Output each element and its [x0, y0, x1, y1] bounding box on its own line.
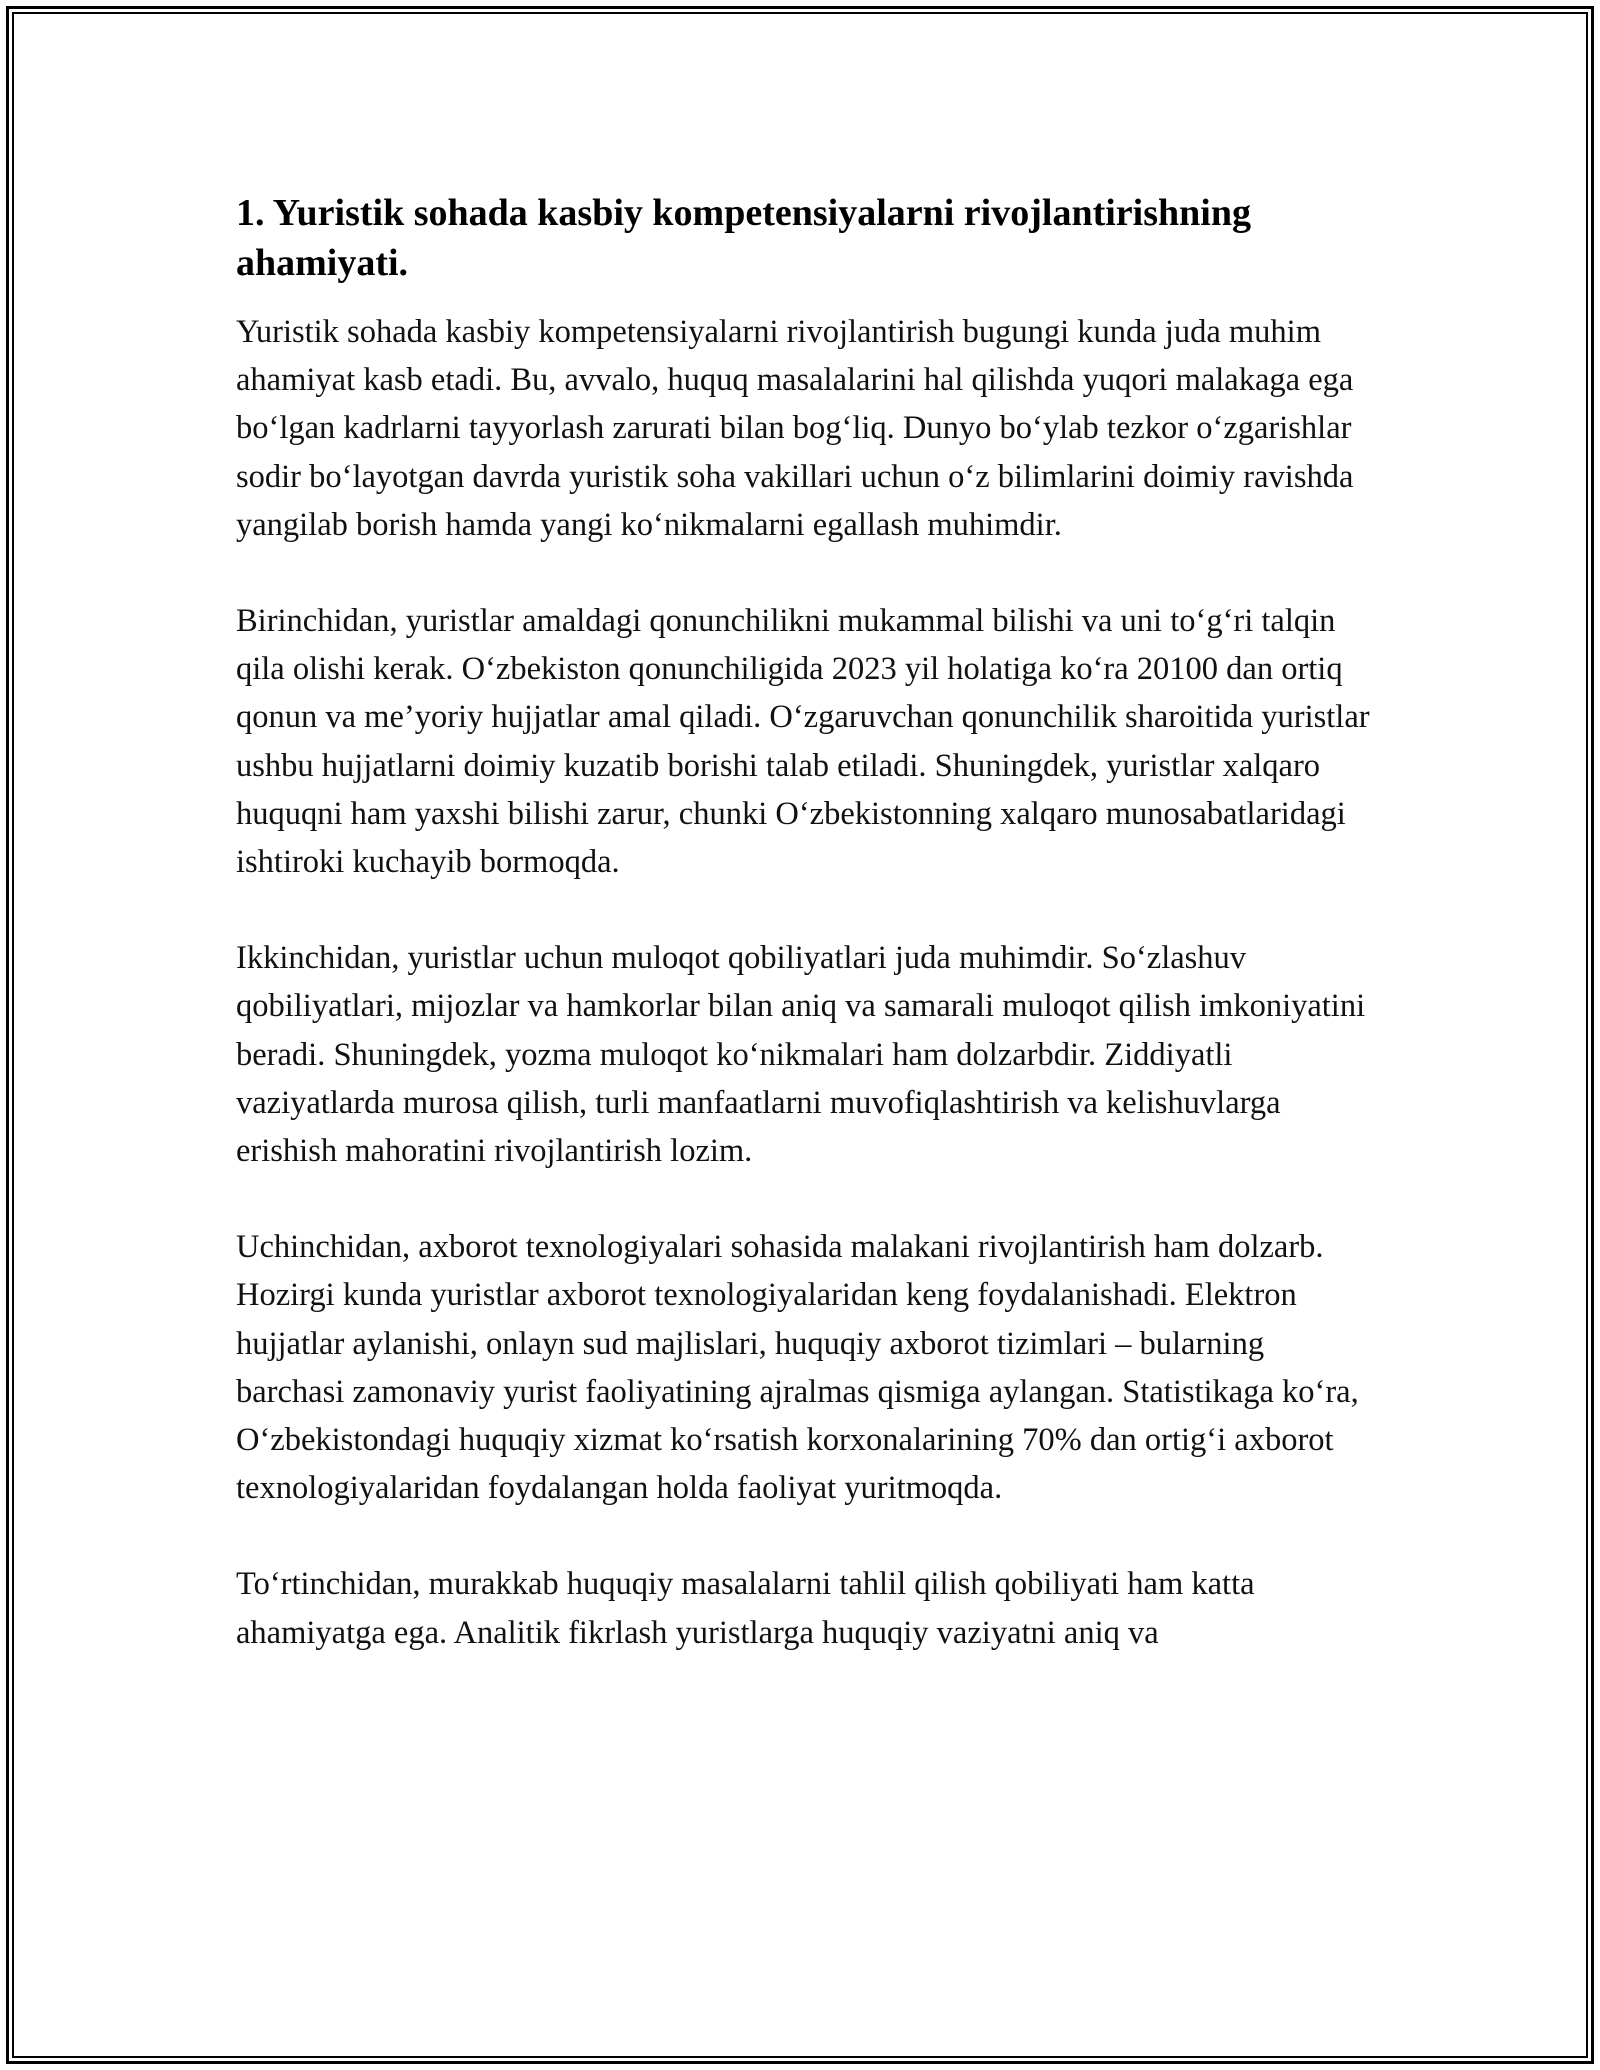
paragraph-second-point: Ikkinchidan, yuristlar uchun muloqot qobiliyatlari juda muhimdir. So‘zlashuv qobiliyatlari, mijozlar va hamkorlar bilan aniq va samarali muloqot qilish imkoniyatini beradi. Shuningdek, yozma muloqot ko‘nikmalari ham dolzarbdir. Ziddiyatli vaziyatlarda murosa qilish, turli manfaatlarni muvofiqlashtirish va kelishuvlarga erishish mahoratini rivojlantirish lozim. [236, 940, 1366, 1170]
section-heading: 1. Yuristik sohada kasbiy kompetensiyalarni rivojlantirishning ahamiyati. [236, 192, 1251, 284]
paragraph-third-point: Uchinchidan, axborot texnologiyalari sohasida malakani rivojlantirish ham dolzarb. Hozirgi kunda yuristlar axborot texnologiyalaridan keng foydalanishadi. Elektron hujjatlar aylanishi, onlayn sud majlislari, huquqiy axborot tizimlari – bularning barchasi zamonaviy yurist faoliyatining ajralmas qismiga aylangan. Statistikaga ko‘ra, O‘zbekistondagi huquqiy xizmat ko‘rsatish korxonalarining 70% dan ortig‘i axborot texnologiyalaridan foydalangan holda faoliyat yuritmoqda. [236, 1229, 1359, 1507]
document-body [236, 188, 1370, 1705]
paragraph-intro: Yuristik sohada kasbiy kompetensiyalarni rivojlantirish bugungi kunda juda muhim ahamiyat kasb etadi. Bu, avvalo, huquq masalalarini hal qilishda yuqori malakaga ega bo‘lgan kadrlarni tayyorlash zarurati bilan bog‘liq. Dunyo bo‘ylab tezkor o‘zgarishlar sodir bo‘layotgan davrda yuristik soha vakillari uchun o‘z bilimlarini doimiy ravishda yangilab borish hamda yangi ko‘nikmalarni egallash muhimdir. [236, 314, 1354, 543]
paragraph-fourth-point: To‘rtinchidan, murakkab huquqiy masalalarni tahlil qilish qobiliyati ham katta ahamiyatga ega. Analitik fikrlash yuristlarga huquqiy vaziyatni aniq va [236, 1566, 1255, 1651]
paragraph-first-point: Birinchidan, yuristlar amaldagi qonunchilikni mukammal bilishi va uni to‘g‘ri talqin qila olishi kerak. O‘zbekiston qonunchiligida 2023 yil holatiga ko‘ra 20100 dan ortiq qonun va me’yoriy hujjatlar amal qiladi. O‘zgaruvchan qonunchilik sharoitida yuristlar ushbu hujjatlarni doimiy kuzatib borishi talab etiladi. Shuningdek, yuristlar xalqaro huquqni ham yaxshi bilishi zarur, chunki O‘zbekistonning xalqaro munosabatlaridagi ishtiroki kuchayib bormoqda. [236, 603, 1370, 881]
